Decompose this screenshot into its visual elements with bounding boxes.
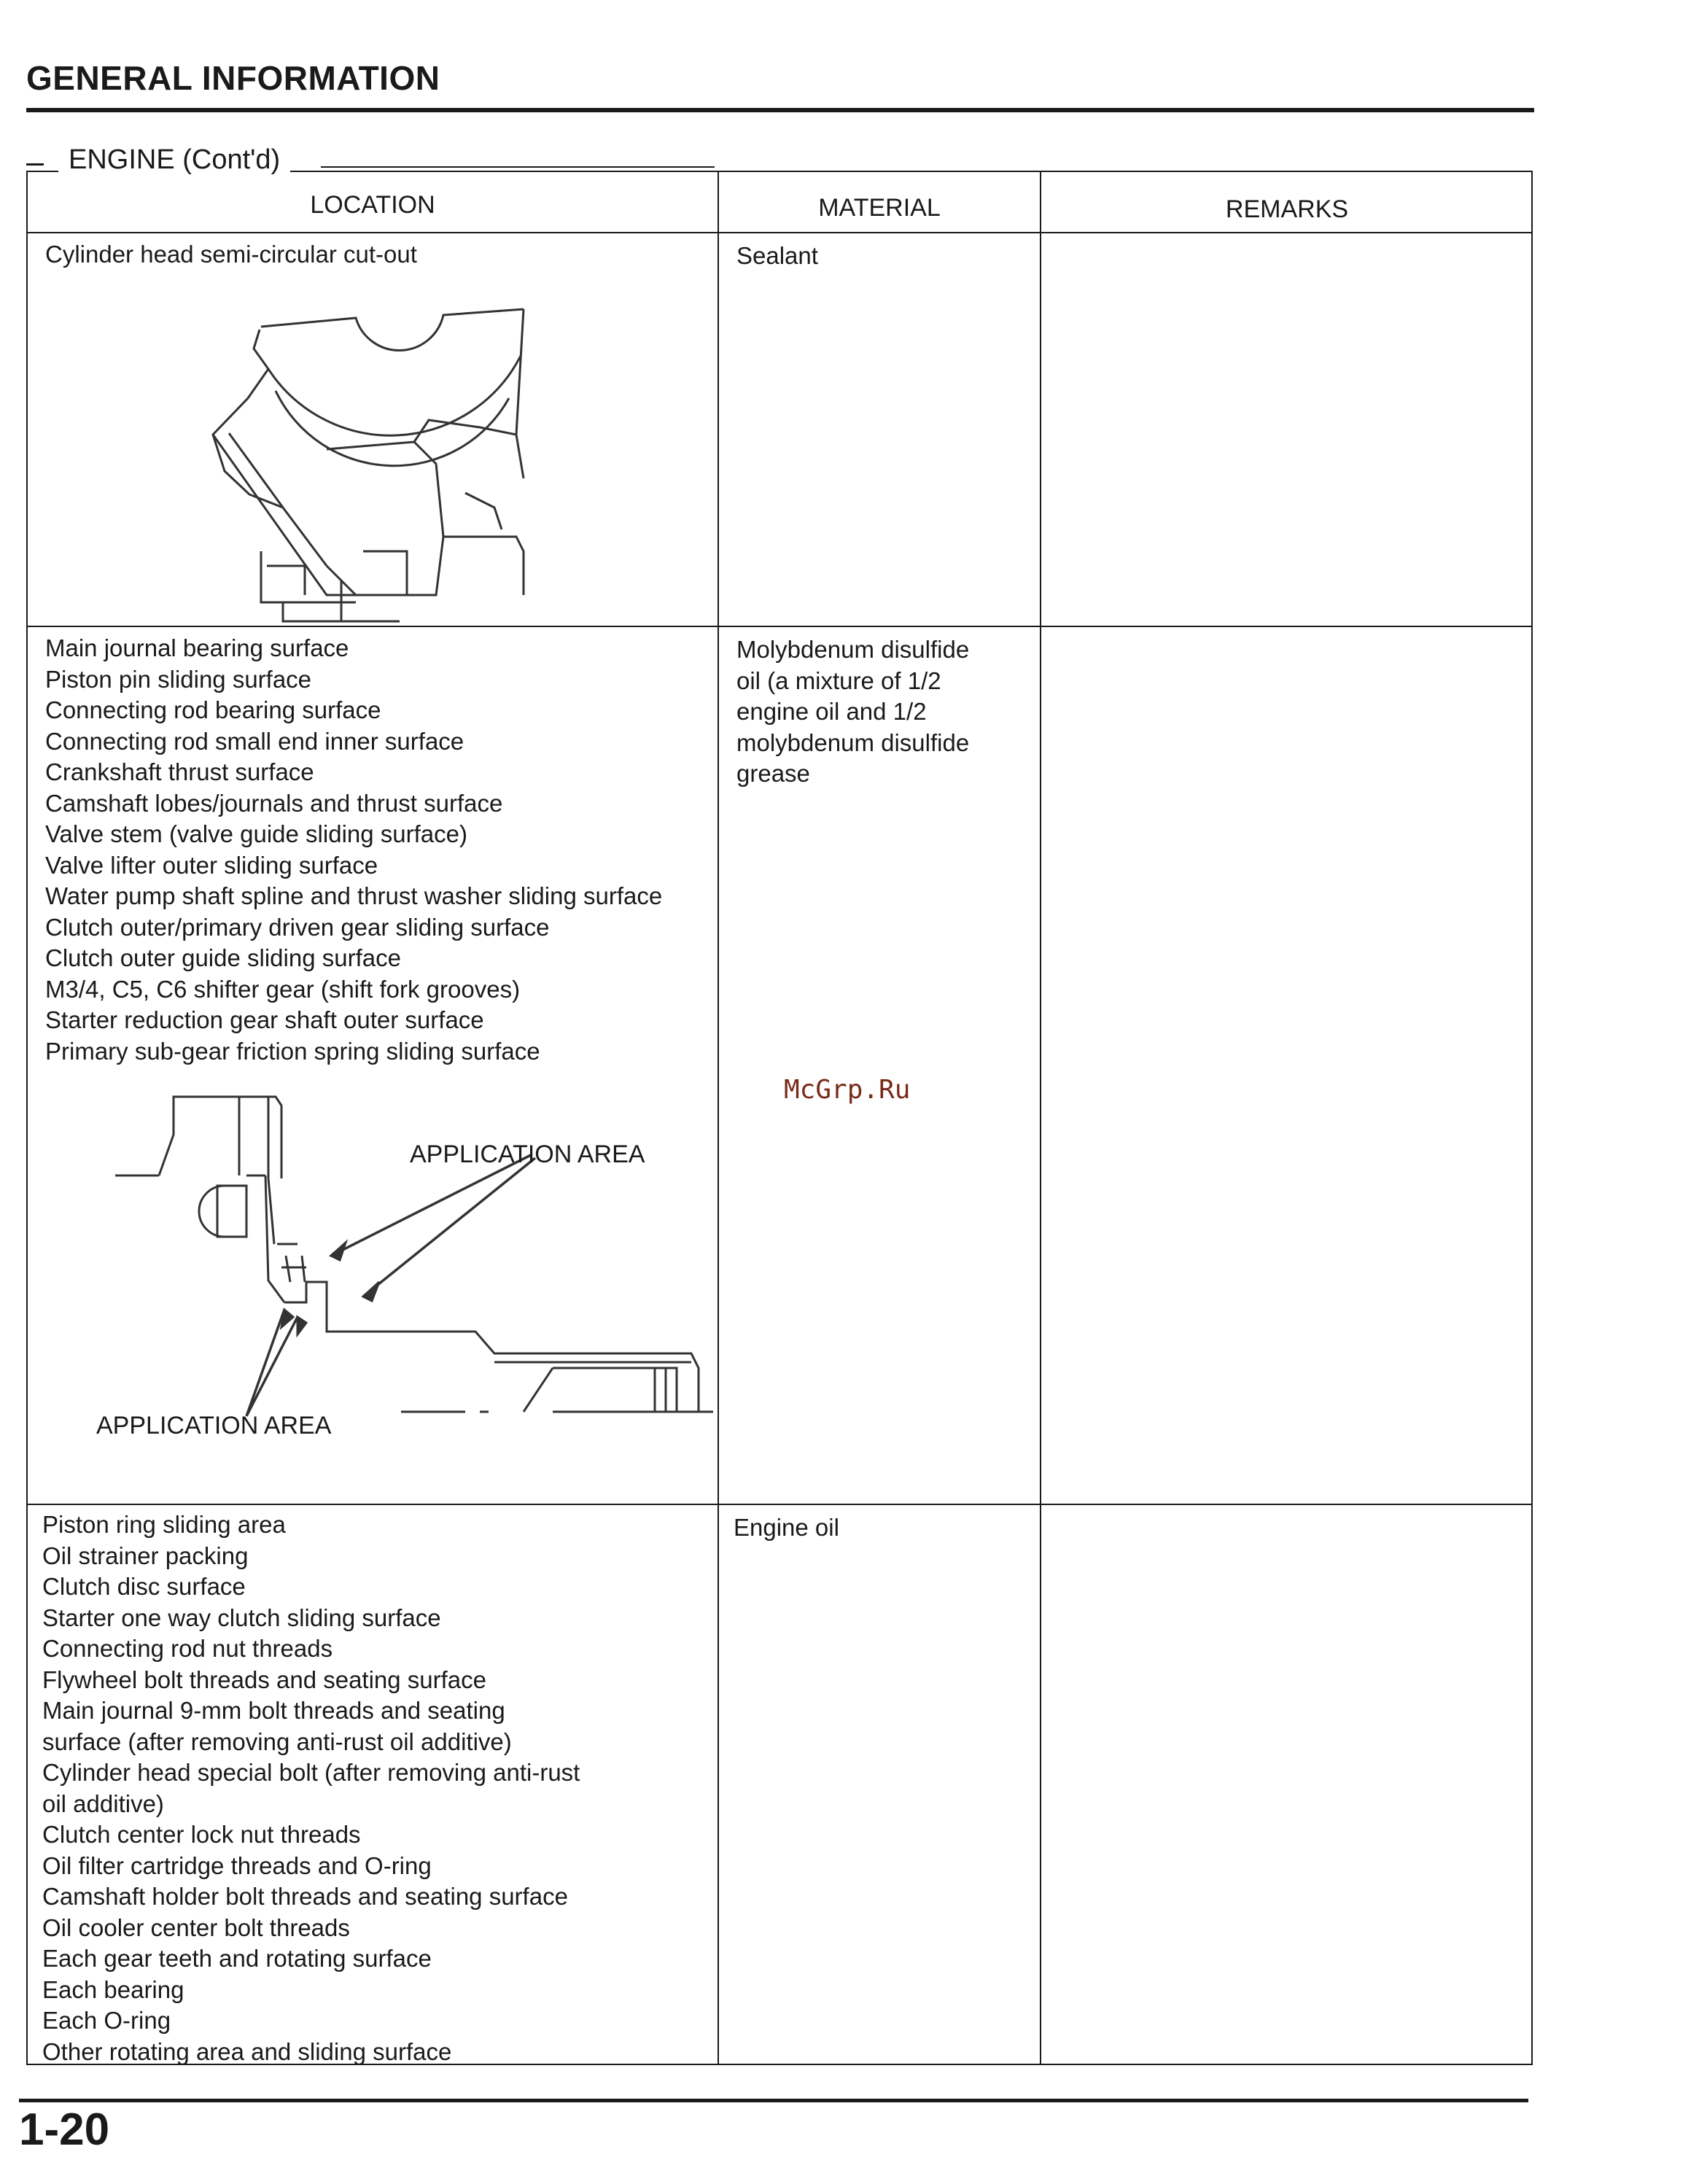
location-line: Each bearing — [42, 1975, 184, 2003]
location-line: oil additive) — [42, 1789, 164, 1817]
location-line: Main journal bearing surface — [45, 634, 349, 661]
material-line: engine oil and 1/2 — [736, 698, 927, 725]
material-line: oil (a mixture of 1/2 — [736, 667, 941, 694]
column-header-material: MATERIAL — [818, 194, 941, 222]
column-divider — [1040, 172, 1041, 2064]
location-line: Camshaft holder bolt threads and seating surface — [42, 1883, 568, 1910]
row-divider — [28, 1504, 1531, 1505]
location-line: Flywheel bolt threads and seating surface — [42, 1666, 487, 1693]
location-line: Starter one way clutch sliding surface — [42, 1604, 441, 1631]
section-line — [321, 166, 715, 168]
location-line: Each gear teeth and rotating surface — [42, 1945, 432, 1972]
location-line: Connecting rod nut threads — [42, 1635, 333, 1662]
page-number: 1-20 — [19, 2105, 110, 2155]
location-line: Piston ring sliding area — [42, 1511, 286, 1538]
material-line: molybdenum disulfide — [736, 728, 970, 756]
lubrication-table — [26, 171, 1533, 2065]
location-line: Oil cooler center bolt threads — [42, 1913, 350, 1941]
material-line: Sealant — [736, 242, 818, 269]
location-line: Camshaft lobes/journals and thrust surface — [45, 789, 503, 817]
location-line: Main journal 9-mm bolt threads and seating — [42, 1697, 505, 1724]
location-line: Clutch center lock nut threads — [42, 1821, 361, 1848]
location-line: Starter reduction gear shaft outer surface — [45, 1006, 484, 1033]
location-line: Connecting rod bearing surface — [45, 696, 381, 723]
application-area-label-lower: APPLICATION AREA — [96, 1412, 332, 1439]
column-header-remarks: REMARKS — [1225, 195, 1349, 223]
header-divider — [28, 232, 1531, 233]
material-line: Molybdenum disulfide — [736, 636, 970, 663]
row-divider — [28, 626, 1531, 627]
location-line: Cylinder head special bolt (after removing anti-rust — [42, 1759, 580, 1786]
location-line: Clutch outer/primary driven gear sliding surface — [45, 913, 550, 941]
cylinder-head-illustration — [174, 289, 553, 624]
watermark: McGrp.Ru — [784, 1075, 911, 1105]
location-line: Oil strainer packing — [42, 1542, 249, 1569]
bottom-rule — [19, 2099, 1528, 2102]
row-3-material — [734, 1512, 839, 1544]
location-line: surface (after removing anti-rust oil additive) — [42, 1728, 512, 1755]
application-area-label-upper: APPLICATION AREA — [410, 1140, 645, 1168]
location-line: Clutch outer guide sliding surface — [45, 944, 401, 971]
location-line: Oil filter cartridge threads and O-ring — [42, 1851, 432, 1879]
page-title: GENERAL INFORMATION — [26, 59, 440, 97]
section-label: ENGINE (Cont'd) — [58, 144, 290, 176]
row-1-material — [736, 241, 818, 272]
material-line: Engine oil — [734, 1514, 839, 1541]
location-line: Piston pin sliding surface — [45, 665, 312, 693]
row-2-location — [45, 633, 662, 1067]
location-line: Valve lifter outer sliding surface — [45, 851, 378, 879]
location-line: M3/4, C5, C6 shifter gear (shift fork grooves) — [45, 975, 521, 1003]
row-2-material — [736, 634, 969, 790]
location-line: Clutch disc surface — [42, 1573, 246, 1600]
location-line: Water pump shaft spline and thrust washer sliding surface — [45, 882, 663, 909]
location-line: Cylinder head semi-circular cut-out — [45, 241, 417, 268]
location-line: Each O-ring — [42, 2007, 171, 2034]
row-1-location — [45, 239, 417, 271]
location-line: Primary sub-gear friction spring sliding surface — [45, 1037, 540, 1065]
location-line: Other rotating area and sliding surface — [42, 2037, 452, 2065]
section-dash — [26, 163, 44, 166]
material-line: grease — [736, 760, 810, 787]
column-header-location: LOCATION — [310, 191, 435, 219]
location-line: Crankshaft thrust surface — [45, 758, 314, 785]
row-3-location — [42, 1509, 580, 2067]
title-rule — [26, 108, 1534, 112]
location-line: Valve stem (valve guide sliding surface) — [45, 820, 467, 847]
location-line: Connecting rod small end inner surface — [45, 727, 464, 755]
